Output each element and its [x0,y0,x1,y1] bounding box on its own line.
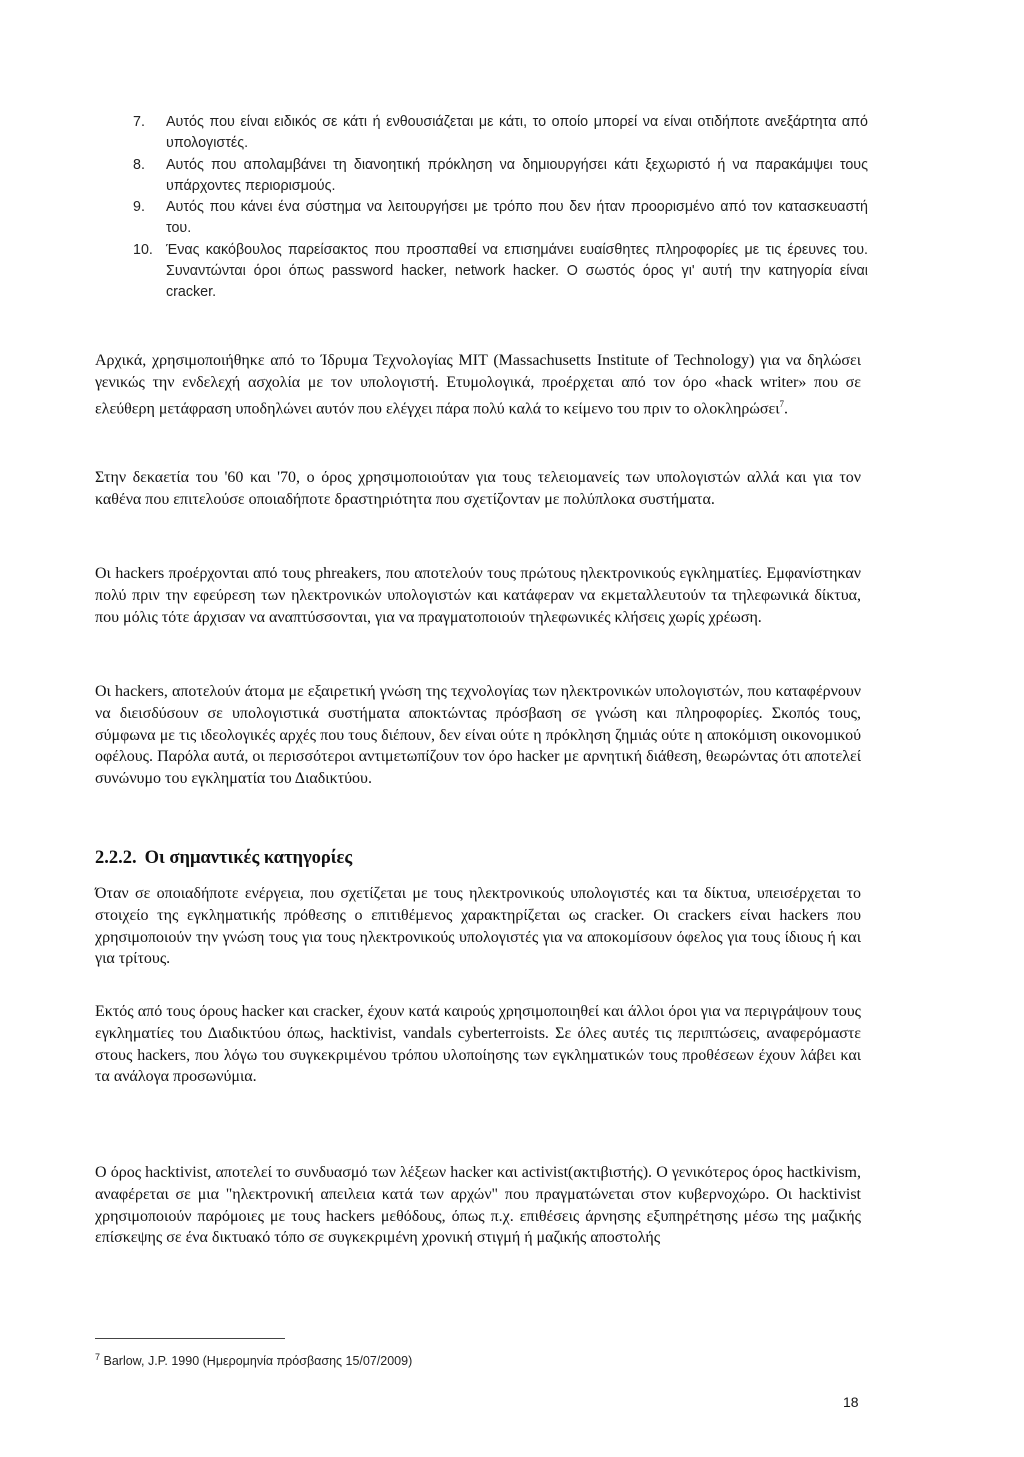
section-number: 2.2.2. [95,848,137,868]
list-item-text: Αυτός που απολαμβάνει τη διανοητική πρόκληση να δημιουργήσει κάτι ξεχωριστό ή να παρακάμψει τους υπάρχοντες περιορισμούς. [166,156,868,194]
list-item-text: Ένας κακόβουλος παρείσακτος που προσπαθεί να επισημάνει ευαίσθητες πληροφορίες με τις έρευνες του. Συναντώνται όροι όπως password hacker, network hacker. Ο σωστός όρος γι' αυτή την κατηγορία είναι cracker. [166,241,868,301]
list-item-text: Αυτός που είναι ειδικός σε κάτι ή ενθουσιάζεται με κάτι, το οποίο μπορεί να είναι οτιδήποτε ανεξάρτητα από υπολογιστές. [166,114,868,152]
paragraph-crackers: Όταν σε οποιαδήποτε ενέργεια, που σχετίζεται με τους ηλεκτρονικούς υπολογιστές και τα δίκτυα, υπεισέρχεται το στοιχείο της εγκληματικής πρόθεσης ο επιτιθέμενος χαρακτηρίζεται ως cracker. Οι crackers είναι hackers που χρησιμοποιούν την γνώση τους για τους ηλεκτρονικούς υπολογιστές για να αποκομίσουν όφελος για τους ίδιους ή και για τρίτους. [95,885,861,968]
paragraph-phreakers: Οι hackers προέρχονται από τους phreakers, που αποτελούν τους πρώτους ηλεκτρονικούς εγκληματίες. Εμφανίστηκαν πολύ πριν την εφεύρεση των ηλεκτρονικών υπολογιστών και κατάφεραν να εκμεταλλευτούν τα τηλεφωνικά δίκτυα, που μόλις τότε άρχισαν να αναπτύσσονται, για να πραγματοποιούν τηλεφωνικές κλήσεις χωρίς χρέωση. [95,565,861,626]
paragraph-hackers-definition: Οι hackers, αποτελούν άτομα με εξαιρετική γνώση της τεχνολογίας των ηλεκτρονικών υπολογιστών, που καταφέρνουν να διεισδύσουν σε υπολογιστικά συστήματα αποκτώντας πρόσβαση σε γνώση και πληροφορίες. Σκοπός τους, σύμφωνα με τις ιδεολογικές αρχές που τους διέπουν, δεν είναι ούτε η πρόκληση ζημιάς ούτε η αποκόμιση οικονομικού οφέλους. Παρόλα αυτά, οι περισσότεροι αντιμετωπίζουν τον όρο hacker με αρνητική διάθεση, θεωρώντας ότι αποτελεί συνώνυμο του εγκληματία του Διαδικτύου. [95,683,861,788]
paragraph-hacktivist: Ο όρος hacktivist, αποτελεί το συνδυασμό των λέξεων hacker και activist(ακτιβιστής). Ο γενικότερος όρος hactkivism, αναφέρεται σε μια "ηλεκτρονική απειλεια κατά των αρχών" που πραγματώνεται στον κυβερνοχώρο. Οι hacktivist χρησιμοποιούν παρόμοιες με τους hackers μεθόδους, όπως π.χ. επιθέσεις άρνησης εξυπηρέτησης μέσω της μαζικής επίσκεψης σε ένα δικτυακό τόπο σε συγκεκριμένη χρονική στιγμή ή μαζικής αποστολής [95,1164,861,1247]
paragraph-other-terms: Εκτός από τους όρους hacker και cracker, έχουν κατά καιρούς χρησιμοποιηθεί και άλλοι όροι για να περιγράψουν τους εγκληματίες του Διαδικτύου όπως, hacktivist, vandals cyberterroists. Σε όλες αυτές τις περιπτώσεις, αναφερόμαστε στους hackers, που λόγω του συγκεκριμένου τρόπου υλοποίησης των εγκληματικών τους προθέσεων έχουν λάβει και τα ανάλογα προσωνύμια. [95,1003,861,1086]
list-item [133,112,868,155]
page-number: 18 [843,1394,859,1410]
footnote-reference: 7 [779,398,785,409]
footnote [95,1352,412,1368]
paragraph-sixties-seventies: Στην δεκαετία του '60 και '70, ο όρος χρησιμοποιούταν για τους τελειομανείς των υπολογιστών αλλά και για τον καθένα που επιτελούσε οποιαδήποτε δραστηριότητα που σχετίζονταν με πολύπλοκα συστήματα. [95,469,861,508]
footnote-text: Barlow, J.P. 1990 (Ημερομηνία πρόσβασης 15/07/2009) [103,1354,413,1369]
list-item [133,197,868,240]
list-item-number: 8. [133,156,145,173]
list-item-number: 10. [133,241,153,258]
list-item-text: Αυτός που κάνει ένα σύστημα να λειτουργήσει με τρόπο που δεν ήταν προορισμένο από τον κατασκευαστή του. [166,199,868,237]
section-title: Οι σημαντικές κατηγορίες [144,848,353,868]
paragraph-end: . [784,399,789,417]
list-item-number: 9. [133,199,145,216]
list-item-number: 7. [133,114,145,130]
list-item [133,240,868,304]
footnote-mark: 7 [95,1352,101,1362]
numbered-list [133,112,868,304]
section-heading [95,848,352,869]
list-item [133,155,868,198]
footnote-separator [95,1338,285,1339]
paragraph-mit-origin [95,350,861,420]
paragraph-text: Αρχικά, χρησιμοποιήθηκε από το Ίδρυμα Τεχνολογίας ΜΙΤ (Massachusetts Institute of Technology) για να δηλώσει γενικώς την ενδελεχή ασχολία με τον υπολογιστή. Ετυμολογικά, προέρχεται από τον όρο «hack writer» που σε ελεύθερη μετάφραση υποδηλώνει αυτόν που ελέγχει πάρα πολύ καλά το κείμενο του πριν το ολοκληρώσει [95,352,861,417]
